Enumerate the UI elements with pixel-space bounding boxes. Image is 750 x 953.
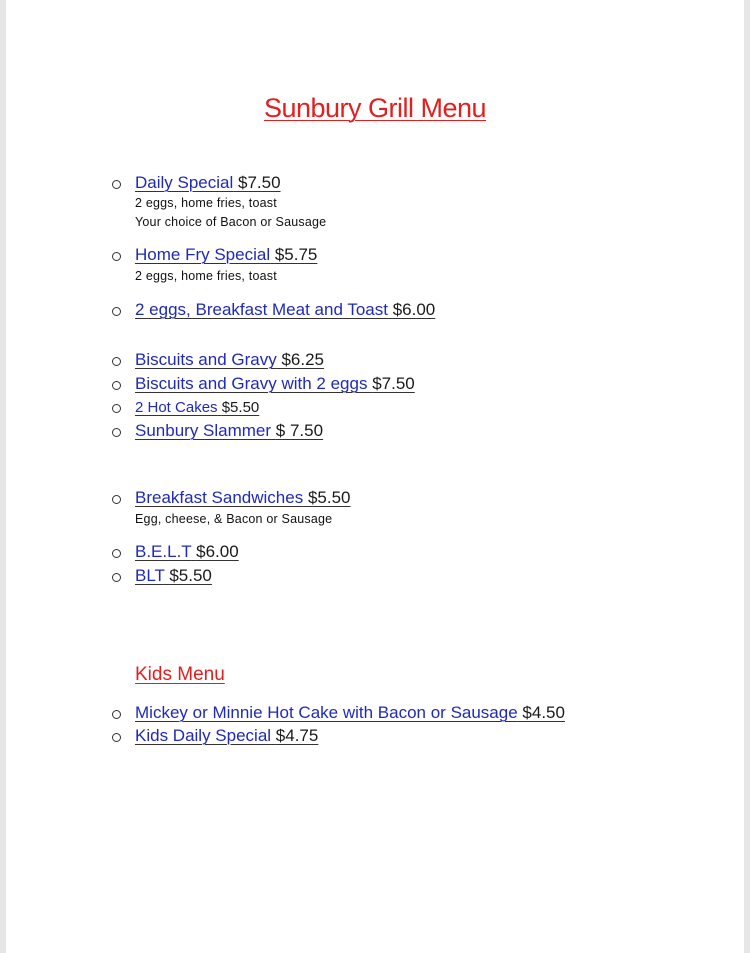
kids-item-mickey-minnie[interactable] (135, 703, 565, 723)
menu-item-name: Home Fry Special (135, 245, 271, 264)
menu-item-name: Breakfast Sandwiches (135, 488, 304, 507)
bullet-icon (112, 710, 121, 719)
bullet-icon (112, 495, 121, 504)
bullet-icon (112, 381, 121, 390)
menu-item-biscuits-gravy-eggs[interactable] (135, 374, 415, 394)
menu-item-breakfast-sandwiches[interactable] (135, 488, 350, 508)
menu-item-blt[interactable] (135, 566, 212, 586)
kids-menu-heading: Kids Menu (135, 664, 225, 685)
menu-item-name: 2 eggs, Breakfast Meat and Toast (135, 300, 388, 319)
menu-item-price: $6.00 (196, 542, 239, 561)
menu-item-price: $5.75 (274, 245, 318, 264)
menu-item-sunbury-slammer[interactable] (135, 421, 323, 441)
bullet-icon (112, 180, 121, 189)
menu-item-eggs-meat-toast[interactable] (135, 300, 435, 320)
menu-item-home-fry-special[interactable] (135, 245, 317, 265)
menu-item-daily-special[interactable] (135, 173, 281, 193)
bullet-icon (112, 307, 121, 316)
bullet-icon (112, 252, 121, 261)
menu-item-price: $5.50 (169, 566, 212, 585)
menu-item-price: $6.25 (281, 350, 325, 369)
menu-page (6, 0, 744, 953)
menu-item-name: 2 Hot Cakes (135, 399, 218, 416)
menu-item-name: Biscuits and Gravy (135, 350, 277, 369)
page-title: Sunbury Grill Menu (263, 93, 487, 123)
bullet-icon (112, 357, 121, 366)
menu-item-price: $5.50 (221, 399, 260, 416)
menu-item-name: Sunbury Slammer (135, 421, 272, 440)
menu-item-description: Your choice of Bacon or Sausage (135, 215, 327, 229)
menu-item-name: BLT (135, 566, 165, 585)
menu-item-price: $4.75 (275, 726, 319, 745)
menu-item-name: Kids Daily Special (135, 726, 272, 745)
bullet-icon (112, 428, 121, 437)
menu-item-biscuits-gravy[interactable] (135, 350, 324, 370)
menu-item-price: $7.50 (238, 173, 281, 192)
menu-item-price: $6.00 (392, 300, 436, 319)
bullet-icon (112, 733, 121, 742)
menu-item-description: 2 eggs, home fries, toast (135, 196, 277, 210)
menu-item-description: Egg, cheese, & Bacon or Sausage (135, 512, 333, 526)
menu-item-hot-cakes[interactable] (135, 398, 259, 418)
menu-item-price: $ 7.50 (275, 421, 324, 440)
menu-item-price: $4.50 (522, 703, 565, 722)
menu-item-price: $7.50 (372, 374, 415, 393)
bullet-icon (112, 573, 121, 582)
bullet-icon (112, 549, 121, 558)
menu-item-name: B.E.L.T (135, 542, 192, 561)
menu-item-name: Biscuits and Gravy with 2 eggs (135, 374, 368, 393)
menu-item-belt[interactable] (135, 542, 239, 562)
menu-item-name: Mickey or Minnie Hot Cake with Bacon or Sausage (135, 703, 518, 722)
bullet-icon (112, 404, 121, 413)
menu-item-name: Daily Special (135, 173, 234, 192)
kids-item-daily-special[interactable] (135, 726, 318, 746)
menu-item-description: 2 eggs, home fries, toast (135, 269, 277, 283)
menu-item-price: $5.50 (307, 488, 351, 507)
